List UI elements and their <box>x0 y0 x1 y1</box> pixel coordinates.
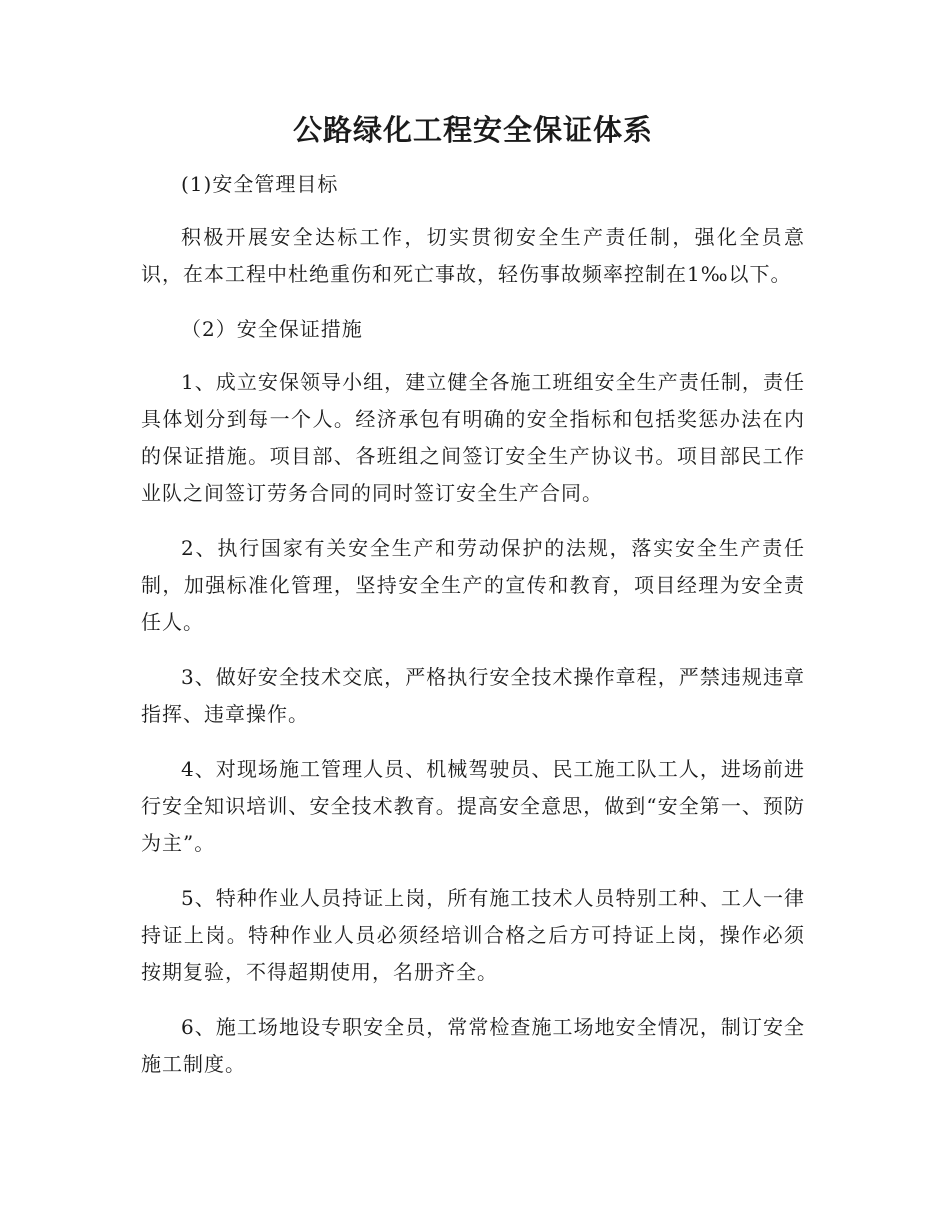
paragraph-safety-goal: 积极开展安全达标工作，切实贯彻安全生产责任制，强化全员意识，在本工程中杜绝重伤和死亡事故，轻伤事故频率控制在1‰以下。 <box>141 225 805 286</box>
paragraph-measure-2: 2、执行国家有关安全生产和劳动保护的法规，落实安全生产责任制，加强标准化管理，坚持安全生产的宣传和教育，项目经理为安全责任人。 <box>141 536 805 634</box>
paragraph-measure-1: 1、成立安保领导小组，建立健全各施工班组安全生产责任制，责任具体划分到每一个人。经济承包有明确的安全指标和包括奖惩办法在内的保证措施。项目部、各班组之间签订安全生产协议书。项目部民工作业队之间签订劳务合同的同时签订安全生产合同。 <box>141 370 805 505</box>
paragraph-measure-5: 5、特种作业人员持证上岗，所有施工技术人员特别工种、工人一律持证上岗。特种作业人员必须经培训合格之后方可持证上岗，操作必须按期复验，不得超期使用，名册齐全。 <box>141 886 805 984</box>
paragraph-measure-3: 3、做好安全技术交底，严格执行安全技术操作章程，严禁违规违章指挥、违章操作。 <box>141 665 805 726</box>
document-page <box>141 108 805 1101</box>
paragraph-measure-4: 4、对现场施工管理人员、机械驾驶员、民工施工队工人，进场前进行安全知识培训、安全技术教育。提高安全意思，做到“安全第一、预防为主”。 <box>141 757 805 855</box>
paragraph-measure-6: 6、施工场地设专职安全员，常常检查施工场地安全情况，制订安全施工制度。 <box>141 1015 805 1076</box>
section-heading-safety-goal: (1)安全管理目标 <box>181 172 339 196</box>
document-title: 公路绿化工程安全保证体系 <box>292 113 653 147</box>
section-heading-safety-measures: （2）安全保证措施 <box>181 317 363 341</box>
